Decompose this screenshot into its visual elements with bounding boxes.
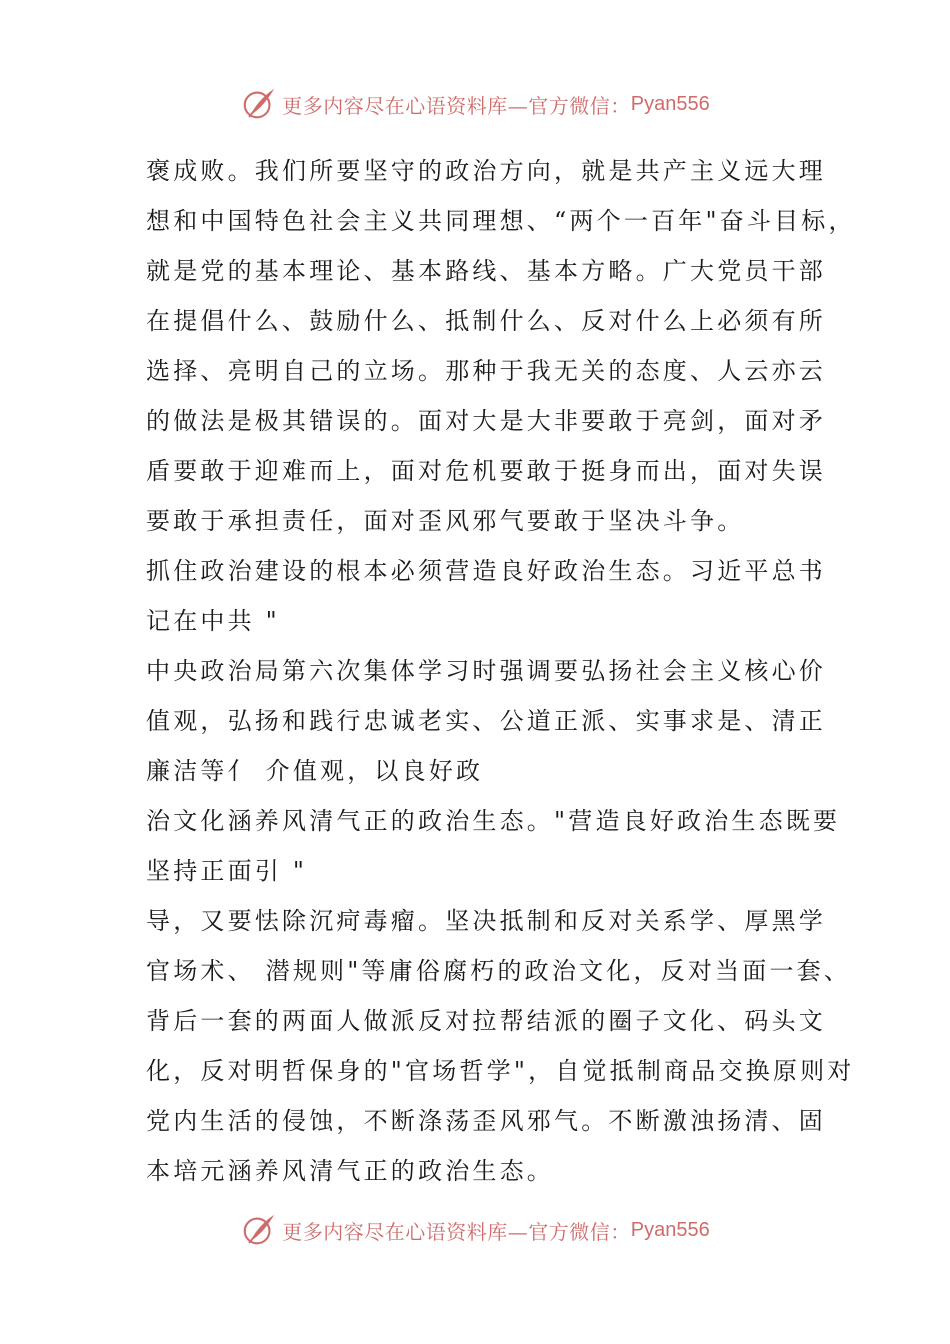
quill-logo-icon: [240, 1211, 278, 1249]
header-wechat-id: Pyan556: [630, 92, 710, 115]
text-line: 本培元涵养风清气正的政治生态。: [146, 1157, 554, 1185]
text-line: 治文化涵养风清气正的政治生态。"营造良好政治生态既要: [146, 807, 841, 835]
text-line: 值观，弘扬和践行忠诚老实、公道正派、实事求是、清正: [146, 707, 826, 735]
text-line: 抓住政治建设的根本必须营造良好政治生态。习近平总书: [146, 557, 826, 585]
text-line: 党内生活的侵蚀，不断涤荡歪风邪气。不断激浊扬清、固: [146, 1107, 826, 1135]
text-line: 背后一套的两面人做派反对拉帮结派的圈子文化、码头文: [146, 1007, 826, 1035]
footer-wechat-id: Pyan556: [630, 1218, 710, 1241]
text-line: 记在中共 ": [146, 607, 280, 635]
footer-banner-text: 更多内容尽在心语资料库—官方微信：: [282, 1219, 631, 1244]
text-line: 选择、亮明自己的立场。那种于我无关的态度、人云亦云: [146, 357, 826, 385]
text-line: 官场术、 潜规则"等庸俗腐朽的政治文化，反对当面一套、: [146, 957, 852, 985]
text-line: 的做法是极其错误的。面对大是大非要敢于亮剑，面对矛: [146, 407, 826, 435]
text-line: 就是党的基本理论、基本路线、基本方略。广大党员干部: [146, 257, 826, 285]
footer-banner: [0, 1208, 950, 1252]
text-line: 想和中国特色社会主义共同理想、“两个一百年"奋斗目标，: [146, 207, 856, 235]
text-line: 在提倡什么、鼓励什么、抵制什么、反对什么上必须有所: [146, 307, 826, 335]
text-line: 坚持正面引 ": [146, 857, 308, 885]
text-line: 廉洁等亻 介值观，以良好政: [146, 757, 484, 785]
document-body: [146, 146, 856, 1196]
text-line: 褒成败。我们所要坚守的政治方向，就是共产主义远大理: [146, 157, 826, 185]
header-banner: [0, 82, 950, 126]
header-banner-text: 更多内容尽在心语资料库—官方微信：: [282, 93, 631, 118]
text-line: 导，又要怯除沉疴毒瘤。坚决抵制和反对关系学、厚黑学: [146, 907, 826, 935]
text-line: 中央政治局第六次集体学习时强调要弘扬社会主义核心价: [146, 657, 826, 685]
text-line: 化，反对明哲保身的"官场哲学"，自觉抵制商品交换原则对: [146, 1057, 855, 1085]
text-line: 要敢于承担责任，面对歪风邪气要敢于坚决斗争。: [146, 507, 745, 535]
quill-logo-icon: [240, 85, 278, 123]
text-line: 盾要敢于迎难而上，面对危机要敢于挺身而出，面对失误: [146, 457, 826, 485]
